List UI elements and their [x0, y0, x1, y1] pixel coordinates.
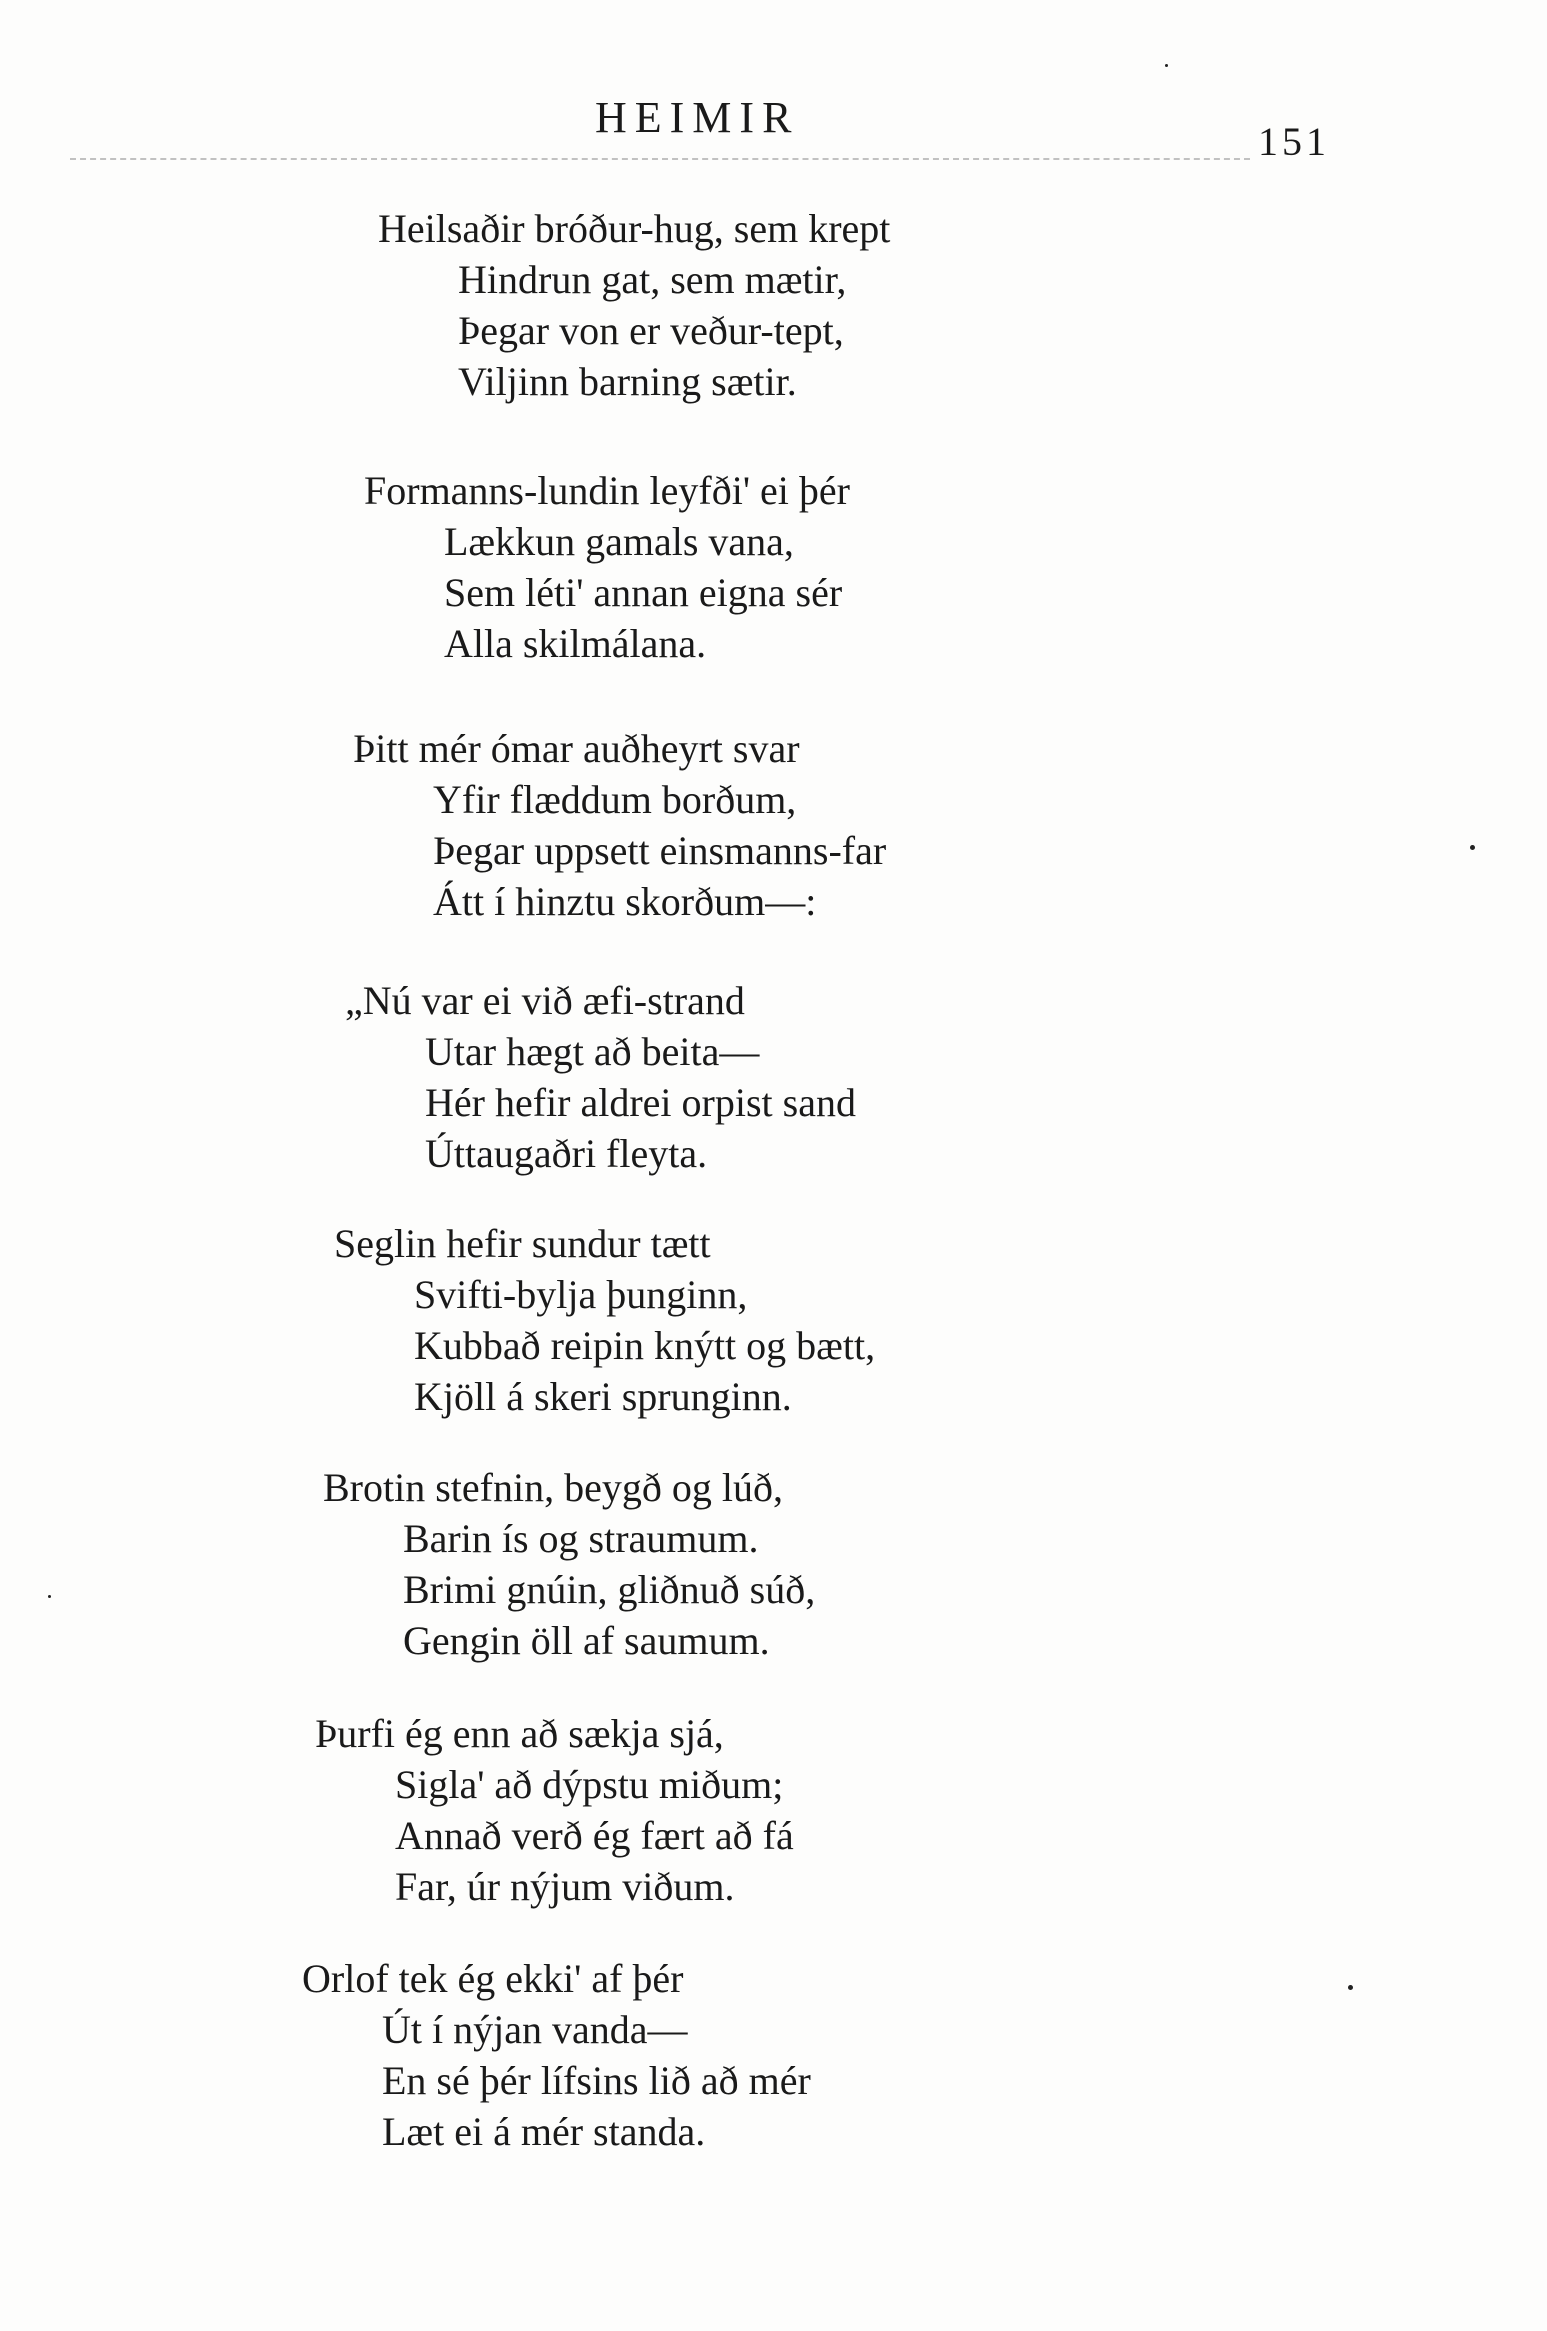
verse-line: Kubbað reipin knýtt og bætt, — [414, 1323, 876, 1368]
verse-line: Barin ís og straumum. — [403, 1516, 759, 1561]
verse-line: Læt ei á mér standa. — [382, 2109, 706, 2154]
verse-line: Hér hefir aldrei orpist sand — [425, 1080, 856, 1125]
scan-speck — [48, 1595, 51, 1598]
verse-line: „Nú var ei við æfi-strand — [345, 978, 745, 1023]
page-number: 151 — [1258, 119, 1330, 164]
stanza-1 — [378, 203, 890, 407]
running-header: HEIMIR — [595, 93, 800, 142]
verse-line: Brotin stefnin, beygð og lúð, — [323, 1465, 783, 1510]
stanza-2 — [364, 465, 850, 669]
verse-line: Svifti-bylja þunginn, — [414, 1272, 748, 1317]
verse-line: Utar hægt að beita— — [425, 1029, 760, 1074]
scan-speck — [1470, 845, 1475, 850]
verse-line: Þegar uppsett einsmanns-far — [433, 828, 887, 873]
stanza-6 — [323, 1462, 815, 1666]
verse-line: Kjöll á skeri sprunginn. — [414, 1374, 792, 1419]
verse-line: Orlof tek ég ekki' af þér — [302, 1956, 684, 2001]
verse-line: Far, úr nýjum viðum. — [395, 1864, 735, 1909]
stanza-8 — [302, 1953, 811, 2157]
verse-line: Alla skilmálana. — [444, 621, 707, 666]
verse-line: Lækkun gamals vana, — [444, 519, 794, 564]
scan-speck — [1165, 64, 1168, 67]
scan-speck — [1348, 1985, 1353, 1990]
verse-line: Heilsaðir bróður-hug, sem krept — [378, 206, 891, 251]
verse-line: Sem léti' annan eigna sér — [444, 570, 843, 615]
verse-line: Þurfi ég enn að sækja sjá, — [315, 1711, 724, 1756]
stanza-5 — [334, 1218, 875, 1422]
verse-line: Gengin öll af saumum. — [403, 1618, 770, 1663]
verse-line: Yfir flæddum borðum, — [433, 777, 797, 822]
verse-line: Seglin hefir sundur tætt — [334, 1221, 711, 1266]
verse-line: Viljinn barning sætir. — [458, 359, 797, 404]
verse-line: En sé þér lífsins lið að mér — [382, 2058, 811, 2103]
verse-line: Þitt mér ómar auðheyrt svar — [353, 726, 800, 771]
stanza-4 — [345, 975, 856, 1179]
verse-line: Formanns-lundin leyfði' ei þér — [364, 468, 850, 513]
verse-line: Brimi gnúin, gliðnuð súð, — [403, 1567, 816, 1612]
verse-line: Út í nýjan vanda— — [382, 2007, 688, 2052]
stanza-3 — [353, 723, 886, 927]
verse-line: Hindrun gat, sem mætir, — [458, 257, 847, 302]
header-rule — [70, 158, 1250, 160]
verse-line: Úttaugaðri fleyta. — [425, 1131, 708, 1176]
verse-line: Sigla' að dýpstu miðum; — [395, 1762, 784, 1807]
stanza-7 — [315, 1708, 794, 1912]
verse-line: Þegar von er veður-tept, — [458, 308, 844, 353]
verse-line: Annað verð ég fært að fá — [395, 1813, 794, 1858]
verse-line: Átt í hinztu skorðum—: — [433, 879, 817, 924]
